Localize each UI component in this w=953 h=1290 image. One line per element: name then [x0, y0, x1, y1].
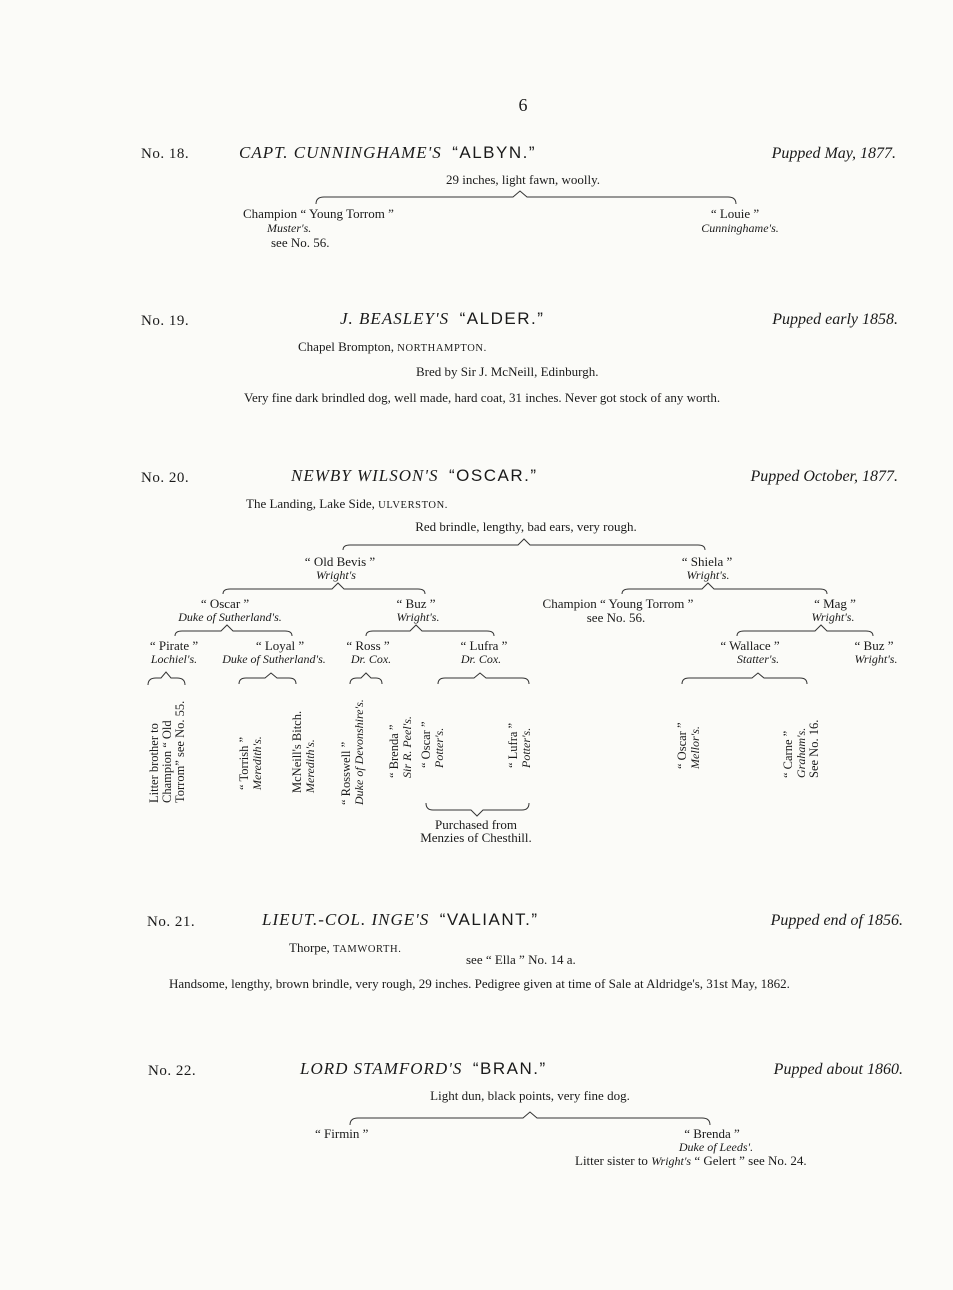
gen4-owner: Sir R. Peel's.: [400, 716, 414, 778]
gen3-owner: Statter's.: [736, 652, 780, 666]
pupped-date: Pupped October, 1877.: [750, 468, 898, 485]
gen4-owner: Graham's.: [794, 727, 808, 778]
dam-sire-name: Champion “ Young Torrom ”: [542, 596, 694, 611]
dog-name: “ALDER.”: [459, 309, 545, 328]
gen4-name: “ Rosswell ”: [339, 741, 353, 805]
owner-name: LORD STAMFORD'S: [300, 1059, 463, 1078]
dam-name: “ Brenda ”: [684, 1126, 740, 1141]
gen4-line: Champion “ Old: [160, 720, 174, 803]
gen3-name: “ Loyal ”: [255, 638, 305, 653]
bracket: [148, 672, 185, 685]
dam-owner: Cunninghame's.: [701, 221, 779, 235]
sire-owner: Muster's.: [267, 221, 312, 235]
dam-sire-ref: see No. 56.: [586, 610, 646, 625]
gen4-owner: Potter's.: [432, 727, 446, 768]
sire-name: “ Old Bevis ”: [304, 554, 376, 569]
gen4-name: McNeill's Bitch.: [290, 710, 304, 793]
pupped-date: Pupped end of 1856.: [770, 912, 903, 929]
dam-dam-name: “ Mag ”: [814, 596, 856, 611]
bracket: [175, 625, 292, 636]
sire-sire-name: “ Oscar ”: [200, 596, 250, 611]
page-number: 6: [518, 95, 528, 115]
gen4-owner: Potter's.: [519, 727, 533, 768]
entry-number: No. 22.: [148, 1063, 197, 1079]
gen3-name: “ Wallace ”: [720, 638, 780, 653]
bracket: [737, 625, 873, 636]
sire-sire-owner: Duke of Sutherland's.: [178, 610, 282, 624]
gen4-name: “ Oscar ”: [419, 721, 433, 768]
address-town: ULVERSTON.: [378, 500, 449, 511]
dam-note-owner: Wright's: [651, 1154, 692, 1168]
sire-dam-owner: Wright's.: [396, 610, 440, 624]
address-street: Chapel Brompton,: [298, 339, 395, 354]
entry-number: No. 21.: [147, 914, 196, 930]
gen4-ref: See No. 16.: [807, 719, 821, 778]
sire-name: Champion “ Young Torrom ”: [243, 206, 394, 221]
gen3-name: “ Ross ”: [346, 638, 390, 653]
gen3-name: “ Buz ”: [854, 638, 894, 653]
gen4-name: “ Torrish ”: [237, 736, 251, 790]
sire-ref: see No. 56.: [271, 235, 330, 250]
dog-name: “BRAN.”: [472, 1059, 547, 1078]
description: 29 inches, light fawn, woolly.: [445, 172, 601, 187]
bracket: [366, 625, 494, 636]
gen3-owner: Dr. Cox.: [350, 652, 392, 666]
purchased-note: Purchased from: [435, 817, 517, 832]
bracket: [343, 539, 705, 550]
dog-name: “OSCAR.”: [449, 466, 538, 485]
gen4-owner: Duke of Devonshire's.: [352, 699, 366, 805]
gen4-name: “ Lufra ”: [506, 722, 520, 768]
gen4-line: Torrom” see No. 55.: [173, 700, 187, 803]
bracket: [316, 191, 736, 204]
dam-name: “ Louie ”: [710, 206, 760, 221]
entry-number: No. 19.: [141, 313, 190, 329]
bracket: [438, 673, 529, 684]
gen3-name: “ Pirate ”: [149, 638, 199, 653]
gen3-owner: Wright's.: [854, 652, 898, 666]
address-town: TAMWORTH.: [333, 944, 402, 955]
owner-name: CAPT. CUNNINGHAME'S: [239, 143, 442, 162]
description: Very fine dark brindled dog, well made, hard coat, 31 inches. Never got stock of any worth.: [244, 390, 721, 405]
purchased-note: Menzies of Chesthill.: [420, 830, 532, 845]
bracket: [223, 583, 425, 594]
bracket: [239, 673, 296, 684]
dam-owner: Duke of Leeds'.: [678, 1140, 754, 1154]
address-town: NORTHAMPTON.: [397, 343, 487, 354]
sire-name: “ Firmin ”: [315, 1126, 369, 1141]
gen4-name: “ Brenda ”: [387, 724, 401, 778]
bracket: [622, 583, 827, 594]
gen3-name: “ Lufra ”: [460, 638, 508, 653]
gen3-owner: Lochiel's.: [150, 652, 198, 666]
gen4-owner: Mellor's.: [688, 726, 702, 769]
description: Red brindle, lengthy, bad ears, very rough.: [415, 519, 637, 534]
address-street: The Landing, Lake Side,: [246, 496, 375, 511]
owner-name: NEWBY WILSON'S: [291, 466, 439, 485]
bracket: [426, 803, 529, 816]
dam-name: “ Shiela ”: [681, 554, 733, 569]
dog-name: “VALIANT.”: [439, 910, 539, 929]
gen4-name: “ Carne ”: [781, 730, 795, 778]
description: Light dun, black points, very fine dog.: [430, 1088, 630, 1103]
bracket: [682, 673, 807, 684]
entry-number: No. 18.: [141, 146, 190, 162]
bracket: [350, 1112, 710, 1125]
description: Handsome, lengthy, brown brindle, very rough, 29 inches. Pedigree given at time of Sale at Aldridge's, 31st May, 1862.: [169, 976, 790, 991]
gen3-owner: Duke of Sutherland's.: [222, 652, 326, 666]
gen4-line: Litter brother to: [147, 723, 161, 803]
dam-owner: Wright's.: [686, 568, 730, 582]
address-street: Thorpe,: [289, 940, 330, 955]
dam-note-ref: “ Gelert ” see No. 24.: [694, 1153, 807, 1168]
entry-number: No. 20.: [141, 470, 190, 486]
gen4-name: “ Oscar ”: [675, 722, 689, 769]
bracket: [350, 673, 382, 684]
breeder: Bred by Sir J. McNeill, Edinburgh.: [416, 364, 599, 379]
gen4-owner: Meredith's.: [303, 739, 317, 793]
dam-dam-owner: Wright's.: [811, 610, 855, 624]
gen4-owner: Meredith's.: [250, 736, 264, 790]
dam-note-text: Litter sister to: [575, 1153, 648, 1168]
pupped-date: Pupped early 1858.: [772, 311, 898, 328]
pupped-date: Pupped about 1860.: [773, 1061, 903, 1078]
owner-name: LIEUT.-COL. INGE'S: [262, 910, 430, 929]
sire-dam-name: “ Buz ”: [396, 596, 436, 611]
owner-name: J. BEASLEY'S: [340, 309, 450, 328]
dog-name: “ALBYN.”: [452, 143, 537, 162]
sire-owner: Wright's: [316, 568, 356, 582]
cross-reference: see “ Ella ” No. 14 a.: [466, 952, 576, 967]
pupped-date: Pupped May, 1877.: [771, 145, 896, 162]
gen3-owner: Dr. Cox.: [460, 652, 502, 666]
